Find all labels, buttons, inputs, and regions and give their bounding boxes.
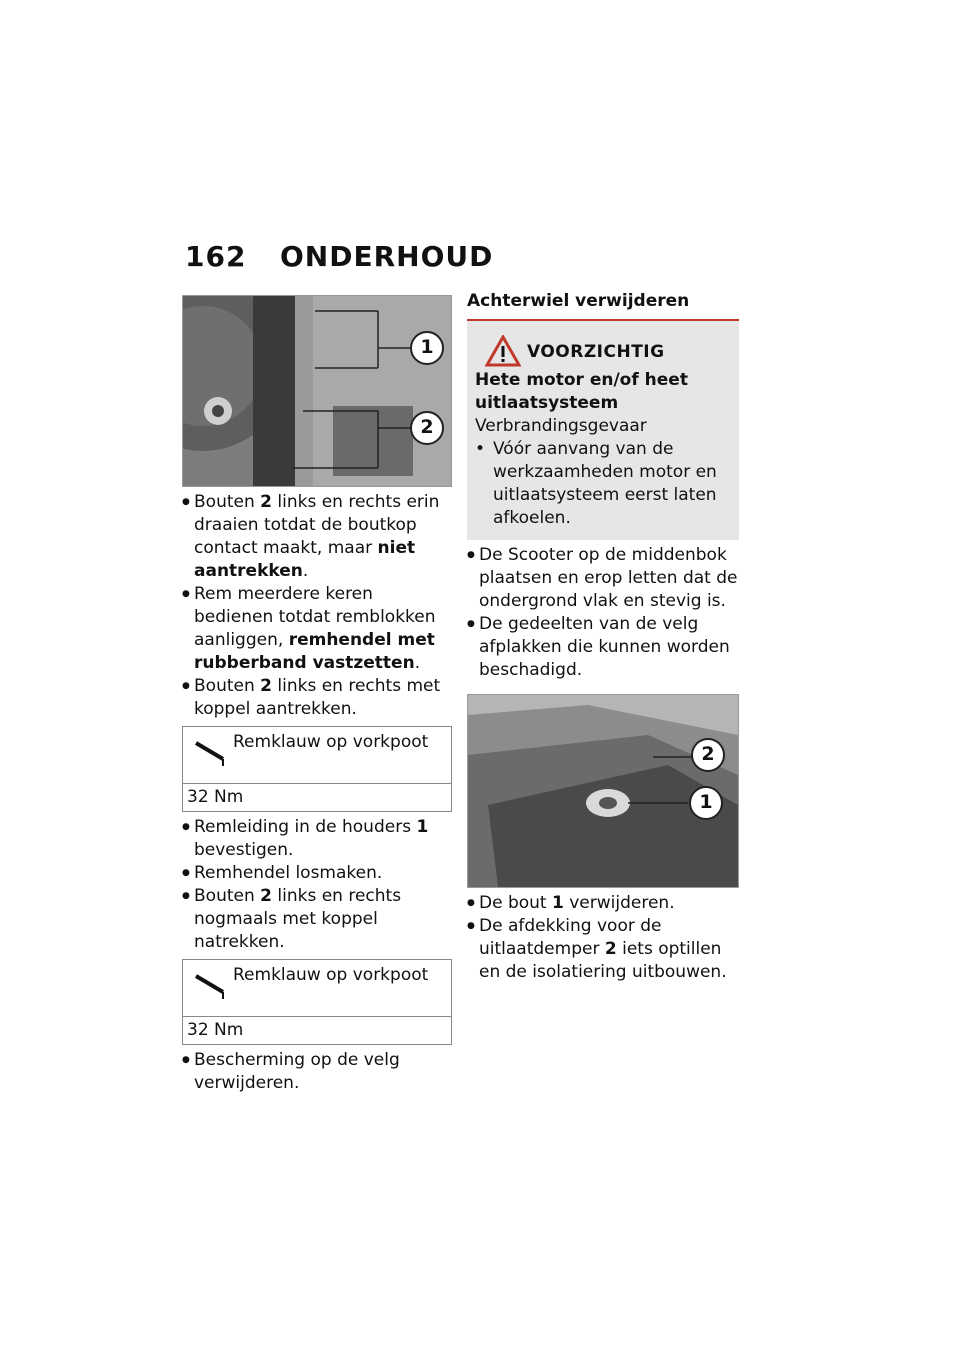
steps-list-a xyxy=(182,491,452,721)
brake-caliper-photo xyxy=(182,295,452,487)
exhaust-cover-photo xyxy=(467,694,739,888)
step-item: ● Bescherming op de velg verwijderen. xyxy=(182,1049,452,1095)
page-number: 162 xyxy=(185,240,247,273)
steps-list-a xyxy=(467,544,739,682)
step-item: ● Bouten 2 links en rechts erin draaien totdat de boutkop contact maakt, maar niet aantrekken. xyxy=(182,491,452,583)
torque-spec-box xyxy=(182,959,452,1045)
warning-title: VOORZICHTIG xyxy=(527,342,665,362)
chapter-title: ONDERHOUD xyxy=(280,240,494,273)
step-item: ● De Scooter op de middenbok plaatsen en erop letten dat de ondergrond vlak en stevig is. xyxy=(467,544,739,613)
spec-label: Remklauw op vorkpoot xyxy=(233,965,429,985)
warning-subtitle: Verbrandingsgevaar xyxy=(475,416,647,436)
spec-label: Remklauw op vorkpoot xyxy=(233,732,429,752)
warning-headline: Hete motor en/of heet uitlaatsysteem xyxy=(475,370,688,413)
step-item: ● De gedeelten van de velg afplakken die kunnen worden beschadigd. xyxy=(467,613,739,682)
step-item: ● Rem meerdere keren bedienen totdat remblokken aanliggen, remhendel met rubberband vastzetten. xyxy=(182,583,452,675)
section-title: Achterwiel verwijderen xyxy=(467,290,739,321)
step-item: ● De bout 1 verwijderen. xyxy=(467,892,739,915)
callout-1: 1 xyxy=(699,791,713,813)
warning-items xyxy=(475,438,731,530)
step-item: ● Remleiding in de houders 1 bevestigen. xyxy=(182,816,452,862)
steps-list-b xyxy=(182,816,452,954)
steps-list-c xyxy=(182,1049,452,1095)
warning-box xyxy=(467,321,739,540)
callout-2: 2 xyxy=(420,416,434,438)
right-column xyxy=(467,290,739,984)
spec-value: 32 Nm xyxy=(187,1020,244,1040)
torque-wrench-icon xyxy=(193,737,227,774)
warning-item: • Vóór aanvang van de werkzaamheden motor en uitlaatsysteem eerst laten afkoelen. xyxy=(475,438,731,530)
callout-1: 1 xyxy=(420,336,434,358)
torque-wrench-icon xyxy=(193,970,227,1007)
step-item: ● Bouten 2 links en rechts met koppel aantrekken. xyxy=(182,675,452,721)
torque-spec-box xyxy=(182,726,452,812)
step-item: ● Bouten 2 links en rechts nogmaals met koppel natrekken. xyxy=(182,885,452,954)
step-item: ● Remhendel losmaken. xyxy=(182,862,452,885)
spec-value: 32 Nm xyxy=(187,787,244,807)
callout-2: 2 xyxy=(701,743,715,765)
warning-triangle-icon xyxy=(485,335,521,374)
steps-list-b xyxy=(467,892,739,984)
left-column xyxy=(182,295,452,1095)
page-header xyxy=(185,240,745,280)
step-item: ● De afdekking voor de uitlaatdemper 2 iets optillen en de isolatiering uitbouwen. xyxy=(467,915,739,984)
